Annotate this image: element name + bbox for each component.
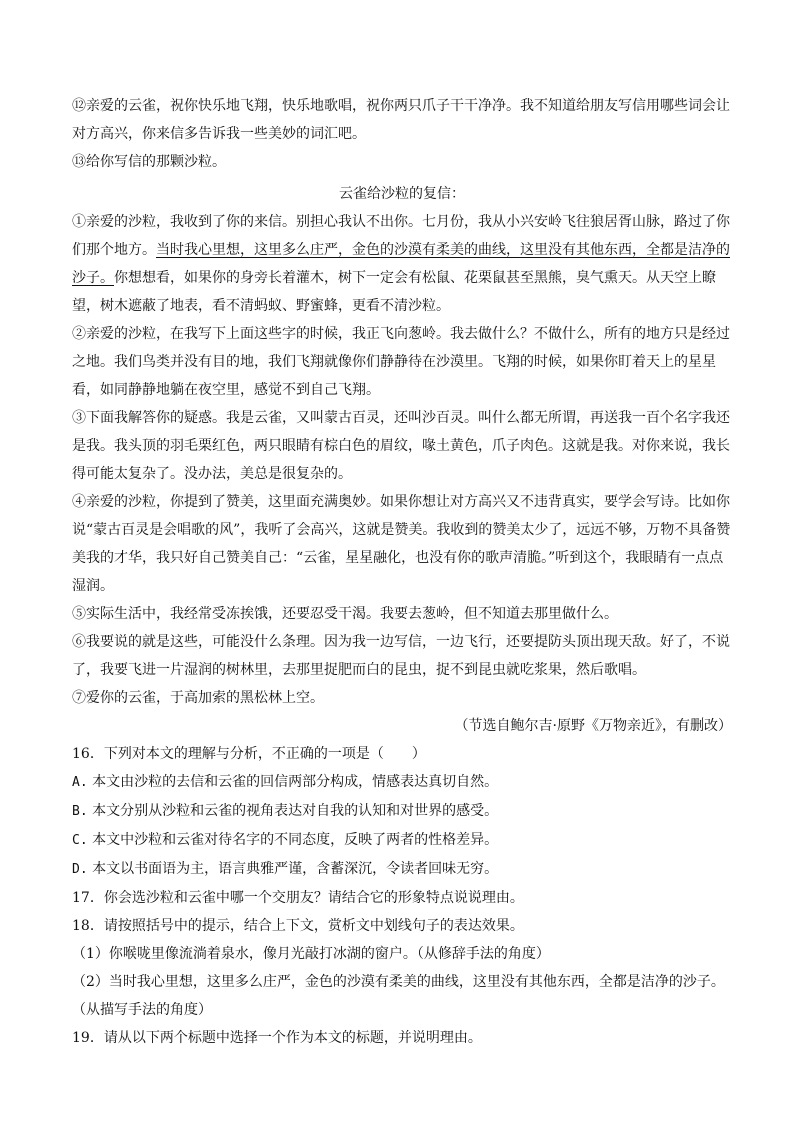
option-text: 本文中沙粒和云雀对待名字的不同态度，反映了两者的性格差异。 (92, 832, 499, 848)
question-19: 19．请从以下两个标题中选择一个作为本文的标题，并说明理由。 (72, 1030, 482, 1046)
reply-paragraph-1-start: ①亲爱的沙粒，我收到了你的来信。别担心我认不出你。七月份，我从小兴安岭飞往狼居胥山脉，路过了你们那个地方。 (72, 214, 730, 258)
reply-paragraph-7: ⑦爱你的云雀，于高加索的黑松林上空。 (72, 690, 324, 706)
option-a (72, 768, 732, 797)
reply-paragraph-1 (72, 208, 732, 320)
reply-paragraph-1-end: 你想想看，如果你的身旁长着灌木，树下一定会有松鼠、花栗鼠甚至黑熊，臭气熏天。从天空上瞭望，树木遮蔽了地表，看不清蚂蚁、野蜜蜂，更看不清沙粒。 (72, 270, 716, 314)
option-text: 本文由沙粒的去信和云雀的回信两部分构成，情感表达真切自然。 (92, 774, 499, 790)
reply-paragraph-5: ⑤实际生活中，我经常受冻挨饿，还要忍受干渴。我要去葱岭，但不知道去那里做什么。 (72, 606, 618, 622)
option-d (72, 855, 732, 884)
option-text: 本文以书面语为主，语言典雅严谨，含蓄深沉，令读者回味无穷。 (92, 861, 499, 877)
question-17: 17．你会选沙粒和云雀中哪一个交朋友？请结合它的形象特点说说理由。 (72, 890, 524, 906)
option-text: 本文分别从沙粒和云雀的视角表达对自我的认知和对世界的感受。 (92, 803, 499, 819)
paragraph-13: ⑬给你写信的那颗沙粒。 (72, 154, 226, 170)
option-letter: C. (72, 833, 88, 848)
option-letter: D. (72, 862, 88, 877)
question-18: 18．请按照括号中的提示，结合上下文，赏析文中划线句子的表达效果。 (72, 918, 524, 934)
question-18-part-1: （1）你喉咙里像流淌着泉水，像月光敲打冰湖的窗户。（从修辞手法的角度） (72, 946, 550, 962)
reply-paragraph-2: ②亲爱的沙粒，在我写下上面这些字的时候，我正飞向葱岭。我去做什么？不做什么，所有的地方只是经过之地。我们鸟类并没有目的地，我们飞翔就像你们静静待在沙漠里。飞翔的时候，如果你盯着天上的星星看，如同静静地躺在夜空里，感觉不到自己飞翔。 (72, 326, 730, 398)
option-letter: B. (72, 804, 88, 819)
option-c (72, 826, 732, 855)
paragraph-12: ⑫亲爱的云雀，祝你快乐地飞翔，快乐地歌唱，祝你两只爪子干干净净。我不知道给朋友写信用哪些词会让对方高兴，你来信多告诉我一些美妙的词汇吧。 (72, 98, 730, 142)
option-letter: A. (72, 775, 88, 790)
option-b (72, 797, 732, 826)
underlined-sentence: 当时我心里想，这里多么庄严，金色的沙漠有柔美的曲线，这里没有其他东西，全都是洁净的沙子。 (72, 242, 730, 286)
document-page (72, 92, 732, 1052)
reply-paragraph-4: ④亲爱的沙粒，你提到了赞美，这里面充满奥妙。如果你想让对方高兴又不违背真实，要学会写诗。比如你说“蒙古百灵是会唱歌的风”，我听了会高兴，这就是赞美。我收到的赞美太少了，远远不够，万物不具备赞美我的才华，我只好自己赞美自己：“云雀，星星融化，也没有你的歌声清脆。”听到这个，我眼睛有一点点湿润。 (72, 494, 731, 594)
reply-paragraph-3: ③下面我解答你的疑惑。我是云雀，又叫蒙古百灵，还叫沙百灵。叫什么都无所谓，再送我一百个名字我还是我。我头顶的羽毛栗红色，两只眼睛有棕白色的眉纹，喙土黄色，爪子肉色。这就是我。对你来说，我长得可能太复杂了。没办法，美总是很复杂的。 (72, 410, 730, 482)
source-citation: （节选自鲍尔吉·原野《万物亲近》，有删改） (454, 718, 732, 734)
reply-paragraph-6: ⑥我要说的就是这些，可能没什么条理。因为我一边写信，一边飞行，还要提防头顶出现天敌。好了，不说了，我要飞进一片湿润的树林里，去那里捉肥而白的昆虫，捉不到昆虫就吃浆果，然后歌唱。 (72, 634, 730, 678)
question-18-part-2: （2）当时我心里想，这里多么庄严，金色的沙漠有柔美的曲线，这里没有其他东西，全都是洁净的沙子。（从描写手法的角度） (72, 974, 725, 1018)
question-16: 16．下列对本文的理解与分析，不正确的一项是（ ） (72, 746, 426, 762)
reply-title: 云雀给沙粒的复信： (339, 186, 465, 202)
